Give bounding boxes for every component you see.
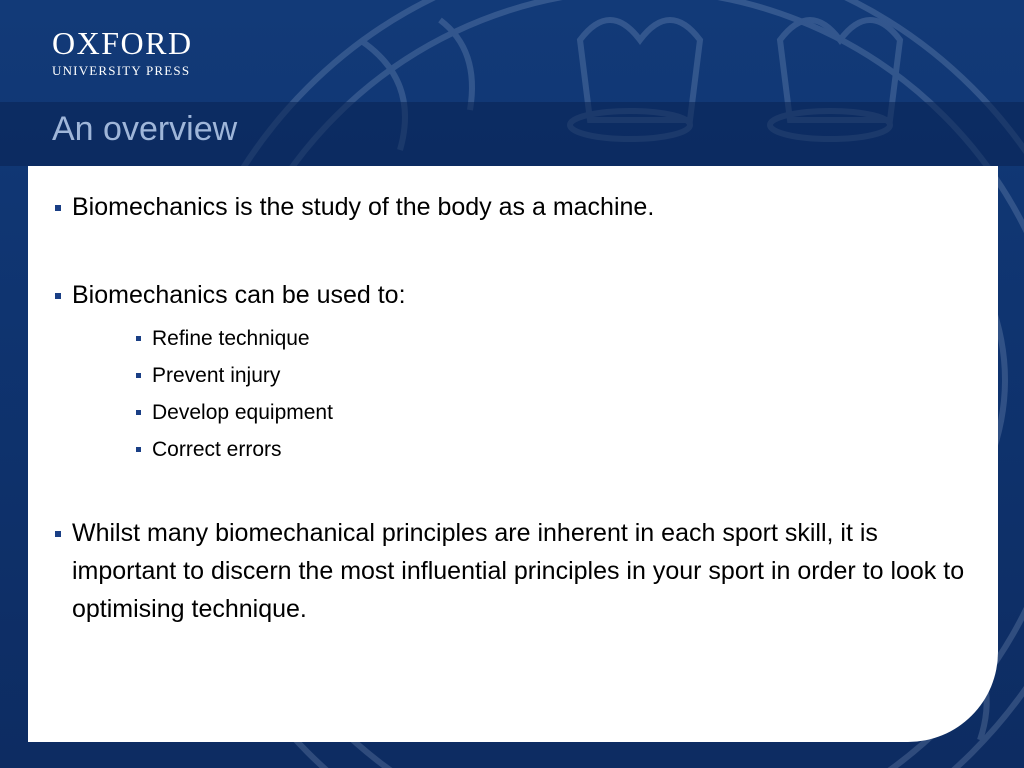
logo-sub-text: UNIVERSITY PRESS bbox=[52, 63, 191, 78]
bullet-item bbox=[52, 276, 972, 468]
sub-bullet-item: Correct errors bbox=[134, 431, 972, 468]
bullet-text: Biomechanics is the study of the body as a machine. bbox=[72, 193, 655, 221]
oxford-logo bbox=[52, 26, 193, 79]
slide-title: An overview bbox=[52, 110, 238, 148]
sub-bullet-item: Develop equipment bbox=[134, 394, 972, 431]
bullet-item bbox=[52, 514, 972, 628]
bullet-text: Biomechanics can be used to: bbox=[72, 281, 406, 309]
logo-main-text: OXFORD bbox=[52, 25, 193, 61]
bullet-list bbox=[52, 188, 972, 628]
content-panel bbox=[28, 166, 998, 742]
bullet-text: Whilst many biomechanical principles are inherent in each sport skill, it is important to discern the most influential principles in your sport in order to look to optimising technique. bbox=[72, 519, 965, 623]
sub-bullet-item: Refine technique bbox=[134, 320, 972, 357]
sub-bullet-list bbox=[134, 320, 972, 468]
sub-bullet-item: Prevent injury bbox=[134, 357, 972, 394]
bullet-item bbox=[52, 188, 972, 226]
